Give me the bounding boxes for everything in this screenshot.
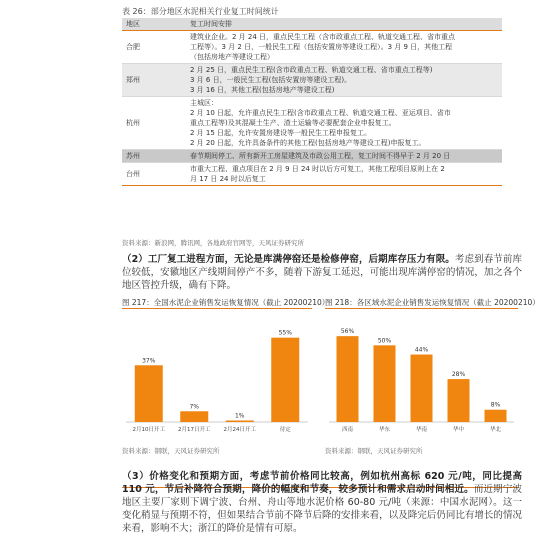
schedule-cell <box>186 64 502 97</box>
paragraph-body: 而近期宁波地区主要厂家则下调宁波、台州、舟山等地水泥价格 60-80 元/吨（来源：中国水泥网）。这一变化稍显与预期不符，但如果结合节前不降节后降的安排来看，以及降完后仍同比有增长的情况来看，影响不大；浙江的降价是情有可原。 <box>122 484 522 534</box>
table-source: 资料来源：新浪网，腾讯网，各地政府官网等，天风证券研究所 <box>122 239 304 247</box>
category-label: 2月24日开工 <box>223 427 256 433</box>
bar <box>448 379 470 422</box>
table-caption: 表 26：部分地区水泥相关行业复工时间统计 <box>122 7 279 16</box>
schedule-cell <box>186 97 502 150</box>
paragraph-body: 考虑到春节前库位较低，安徽地区产线期间停产不多，随着下游复工延迟，可能出现库满停窑的情况，加之各个地区管控升级，确有下降。 <box>122 254 522 291</box>
table-row <box>122 97 502 150</box>
bar <box>180 411 208 422</box>
paragraph-lead: （2）工厂复工进程方面，无论是库满停窑还是检修停窑，后期库存压力有限。 <box>122 254 455 265</box>
schedule-line: 建筑业企业。2 月 24 日，重点民生工程（含市政重点工程、轨道交通工程、省市重点 <box>190 33 456 41</box>
paragraph-price-outlook <box>122 470 522 535</box>
chart-source-regional: 资料来源：钢联，天风证券研究所 <box>325 447 423 455</box>
bar <box>485 410 507 422</box>
category-label: 华东 <box>378 427 391 433</box>
chart-title-regional: 图 218：各区域水泥企业销售发运恢复情况（截止 20200210） <box>325 298 540 307</box>
region-cell: 杭州 <box>126 119 140 127</box>
paragraph-lead: （3）价格变化和预期方面，考虑节前价格同比较高，例如杭州高标 620 元/吨，同比提高 110 元，节后补降符合预期，降价的幅度和节奏，较多预计和需求启动时间相近。 <box>122 471 522 495</box>
schedule-cell <box>186 150 502 163</box>
schedule-line: 2 月 15 日起，允许安置房建设等一般民生工程申报复工。 <box>190 129 372 137</box>
bar <box>337 336 359 422</box>
schedule-cell <box>186 163 502 186</box>
schedule-line: 重点工程等)及其混凝土生产、渣土运输等必要配套企业申报复工。 <box>190 119 396 127</box>
paragraph-factory-resumption <box>122 253 522 292</box>
bar <box>226 420 254 422</box>
data-label: 7% <box>189 403 200 411</box>
reopening-table <box>122 18 502 186</box>
chart-source-national: 资料来源：钢联，天风证券研究所 <box>122 447 220 455</box>
data-label: 28% <box>451 371 466 379</box>
table-row <box>122 150 502 163</box>
chart-national-shipments <box>122 312 312 437</box>
chart-title-rule <box>325 308 518 309</box>
chart-regional-shipments <box>325 312 518 437</box>
chart-title-national: 图 217：全国水泥企业销售发运恢复情况（截止 20200210） <box>122 298 330 307</box>
category-label: 西南 <box>341 427 354 433</box>
bar <box>411 355 433 422</box>
bar <box>135 365 163 422</box>
bar <box>271 338 299 422</box>
schedule-line: （包括房地产等建设工程） <box>190 53 274 61</box>
schedule-line: 3 月 6 日，一般民生工程(包括安置房等建设工程)。 <box>190 76 352 84</box>
schedule-line: 市重大工程、重点项目在 2 月 9 日 24 时以后方可复工，其他工程项目原则上在 2 <box>190 165 445 173</box>
category-label: 待定 <box>279 427 291 433</box>
schedule-line: 主城区： <box>190 99 218 107</box>
region-cell: 合肥 <box>126 43 140 51</box>
region-cell: 苏州 <box>122 150 186 163</box>
header-region: 地区 <box>122 18 186 31</box>
category-label: 2月10日开工 <box>132 427 165 433</box>
table-row <box>122 64 502 97</box>
chart-title-rule <box>122 308 312 309</box>
data-label: 44% <box>414 346 429 354</box>
category-label: 华南 <box>415 427 428 433</box>
region-cell: 台州 <box>126 170 140 178</box>
data-label: 55% <box>278 329 292 337</box>
table-row <box>122 163 502 186</box>
data-label: 50% <box>377 337 392 345</box>
schedule-line: 2 月 20 日起，允许具备条件的其他工程(包括房地产等建设工程)申报复工。 <box>190 139 426 147</box>
table-row <box>122 31 502 64</box>
schedule-line: 月 17 日 24 时以后复工 <box>190 175 266 183</box>
header-schedule: 复工时间安排 <box>186 18 502 31</box>
category-label: 华北 <box>489 427 502 433</box>
category-label: 华中 <box>452 427 465 433</box>
schedule-line: 春节期间停工、所有新开工房屋建筑及市政公用工程，复工时间不得早于 2 月 20 日 <box>190 152 451 160</box>
data-label: 1% <box>234 412 245 420</box>
data-label: 56% <box>340 328 355 336</box>
bar <box>374 345 396 422</box>
category-label: 2月17日开工 <box>178 427 211 433</box>
schedule-line: 工程等）。3 月 2 日，一般民生工程（包括安置房等建设工程）。3 月 9 日，其他工程 <box>190 43 453 51</box>
schedule-line: 2 月 10 日起，允许重点民生工程(含市政重点工程、轨道交通工程、亚运项目、省市 <box>190 109 451 117</box>
schedule-line: 3 月 16 日，其他工程(包括房地产等建设工程) <box>190 86 335 94</box>
schedule-cell <box>186 31 502 64</box>
schedule-line: 2 月 25 日，重点民生工程(含市政重点工程、轨道交通工程、省市重点工程等) <box>190 66 433 74</box>
region-cell: 郑州 <box>122 64 186 97</box>
data-label: 37% <box>142 357 156 365</box>
data-label: 8% <box>490 401 501 409</box>
